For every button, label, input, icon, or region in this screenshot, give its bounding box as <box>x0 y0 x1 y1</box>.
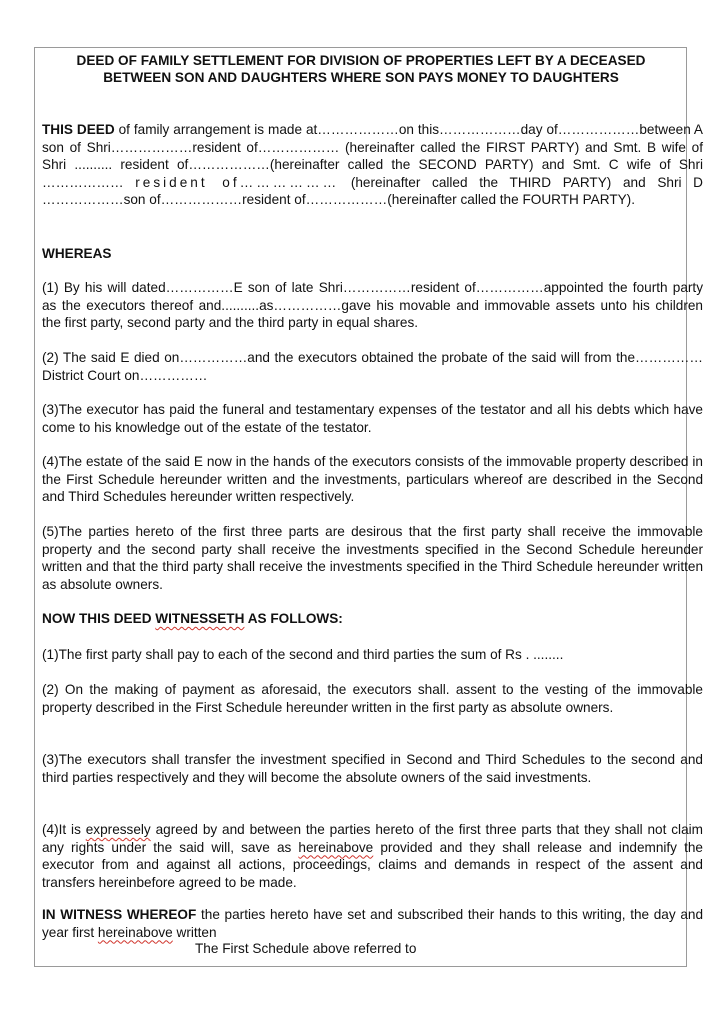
schedule-line: The First Schedule above referred to <box>195 941 417 956</box>
clause-4-d: hereinabove <box>298 839 374 855</box>
clause-3: (3)The executors shall transfer the investment specified in Second and Third Schedules to the second and third parties respectively and they will become the absolute owners of the said investments. <box>42 752 703 785</box>
clause-4-c: agreed by and between the parties hereto of the first three parts that they shall not claim any rights under the said will, save as <box>42 822 703 855</box>
whereas-3: (3)The executor has paid the funeral and testamentary expenses of the testator and all his debts which have come to his knowledge out of the estate of the testator. <box>42 402 703 435</box>
intro-paragraph <box>42 121 703 209</box>
clause-4 <box>42 821 703 891</box>
witnesseth-word: WITNESSETH <box>155 611 245 626</box>
witnesseth-heading <box>42 611 343 626</box>
whereas-heading: WHEREAS <box>42 246 112 261</box>
intro-text-a: of family arrangement is made at………………on this………………day of………………between A son of Shri………………resident of……………… (hereinafter called the FIRST PARTY) and Smt. B wife of Shri .......... resident of………………(hereinafter called the SECOND PARTY) and Smt. C wife of Shri ……………… <box>42 122 703 190</box>
whereas-2: (2) The said E died on……………and the executors obtained the probate of the said will from the……………District Court on…………… <box>42 350 703 383</box>
witnesseth-pre: NOW THIS DEED <box>42 611 156 626</box>
witness-word: hereinabove <box>97 924 173 940</box>
witness-text-a: the parties hereto have set and subscribed their hands to this writing, the day and year first <box>42 907 704 940</box>
title-line-1: DEED OF FAMILY SETTLEMENT FOR DIVISION OF PROPERTIES LEFT BY A DECEASED <box>76 53 646 68</box>
intro-spaced: resident of……………… <box>135 174 340 190</box>
witnesseth-post: AS FOLLOWS: <box>244 611 343 626</box>
intro-lead: THIS DEED <box>42 122 115 137</box>
whereas-1: (1) By his will dated……………E son of late Shri……………resident of……………appointed the fourth party as the executors thereof and..........as……………gave his movable and immovable assets unto his children the first party, second party and the third party in equal shares. <box>42 280 703 330</box>
clause-4-e: provided and they shall release and indemnify the executor from and against all actions, proceedings, claims and demands in respect of the assent and transfers hereinbefore agreed to be made. <box>42 839 703 890</box>
witness-text-b: written <box>172 924 217 940</box>
clause-2: (2) On the making of payment as aforesaid, the executors shall. assent to the vesting of the immovable property described in the First Schedule hereunder written in the first party as absolute owners. <box>42 682 703 715</box>
whereas-4: (4)The estate of the said E now in the hands of the executors consists of the immovable property described in the First Schedule hereunder written and the investments, particulars whereof are described in the Second and Third Schedules hereunder written respectively. <box>42 454 703 504</box>
clause-4-a: (4)It is <box>42 822 86 837</box>
witness-lead: IN WITNESS WHEREOF <box>42 907 197 922</box>
document-title <box>42 52 680 86</box>
witness-paragraph <box>42 906 703 941</box>
intro-text-b: (hereinafter called the THIRD PARTY) and Shri D ………………son of………………resident of………………(hereinafter called the FOURTH PARTY). <box>42 174 703 207</box>
clause-4-b: expressely <box>85 822 151 837</box>
clause-1: (1)The first party shall pay to each of the second and third parties the sum of Rs . ........ <box>42 647 564 662</box>
title-line-2: BETWEEN SON AND DAUGHTERS WHERE SON PAYS MONEY TO DAUGHTERS <box>103 70 619 85</box>
whereas-5: (5)The parties hereto of the first three parts are desirous that the first party shall receive the immovable property and the second party shall receive the investments specified in the Second Schedule hereunder written and that the third party shall receive the investments specified in the Third Schedule hereunder written as absolute owners. <box>42 524 703 592</box>
